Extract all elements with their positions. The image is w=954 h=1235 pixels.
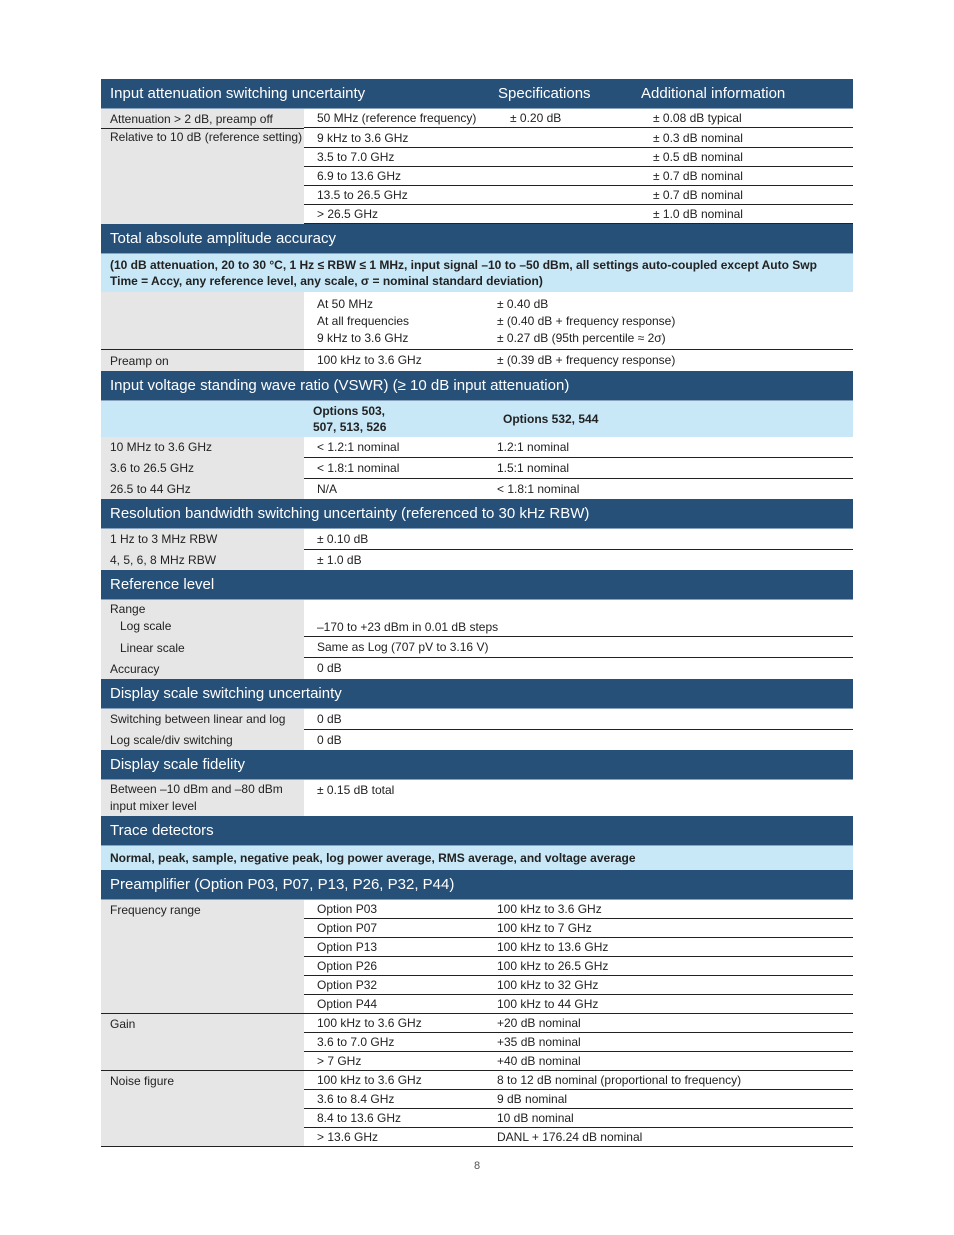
cell: 100 kHz to 7 GHz <box>497 921 592 935</box>
row-label: Attenuation > 2 dB, preamp off <box>101 109 304 129</box>
cell: 100 kHz to 26.5 GHz <box>497 959 609 973</box>
range-label: Range <box>110 602 146 616</box>
table-row <box>101 1013 853 1070</box>
cell: 0 dB <box>317 733 342 747</box>
row-label: Noise figure <box>101 1071 304 1146</box>
sub-row <box>304 1109 853 1128</box>
sub-row <box>304 1090 853 1109</box>
cell: 8 to 12 dB nominal (proportional to frequency) <box>497 1073 742 1087</box>
section-header-amplitude <box>101 224 853 254</box>
cell: Option P26 <box>317 959 378 973</box>
cell: –170 to +23 dBm in 0.01 dB steps <box>317 620 499 634</box>
sub-row <box>304 148 853 167</box>
cell <box>497 186 640 204</box>
row-label: 4, 5, 6, 8 MHz RBW <box>101 550 304 570</box>
row-values <box>304 1014 853 1070</box>
row-values <box>304 730 853 750</box>
section-title: Display scale switching uncertainty <box>110 685 342 702</box>
cell: At 50 MHz <box>317 297 374 311</box>
section-title: Trace detectors <box>110 822 214 839</box>
log-scale-label: Log scale <box>120 619 172 633</box>
section-header-rbw <box>101 499 853 529</box>
cell: 6.9 to 13.6 GHz <box>317 169 402 183</box>
section-header-attenuation <box>101 79 853 109</box>
sub-row <box>304 1071 853 1090</box>
linear-scale-label: Linear scale <box>101 637 304 658</box>
section-header-reference-level <box>101 570 853 600</box>
section-header-vswr <box>101 371 853 401</box>
column-header-specifications: Specifications <box>498 85 591 102</box>
sub-row <box>304 205 853 224</box>
cell: 100 kHz to 32 GHz <box>497 978 599 992</box>
cell: 100 kHz to 3.6 GHz <box>497 902 602 916</box>
sub-row <box>304 1128 853 1146</box>
row-label: Gain <box>101 1014 304 1070</box>
cell: 100 kHz to 3.6 GHz <box>317 1073 422 1087</box>
cell: 9 kHz to 3.6 GHz <box>317 131 409 145</box>
column-header-options-a: Options 503, 507, 513, 526 <box>313 404 387 434</box>
sub-row <box>304 437 853 458</box>
cell: +40 dB nominal <box>497 1054 581 1068</box>
cell: 3.5 to 7.0 GHz <box>317 150 395 164</box>
table-row <box>101 900 853 1013</box>
row-label: 10 MHz to 3.6 GHz <box>101 437 304 458</box>
cell: < 1.2:1 nominal <box>317 440 400 454</box>
detectors-note: Normal, peak, sample, negative peak, log power average, RMS average, and voltage average <box>101 846 853 870</box>
cell: 13.5 to 26.5 GHz <box>317 188 408 202</box>
cell: ± 0.08 dB typical <box>653 111 742 125</box>
cell: Option P32 <box>317 978 378 992</box>
cell: ± 1.0 dB nominal <box>653 207 743 221</box>
row-label: Switching between linear and log <box>101 709 304 730</box>
row-label: Between –10 dBm and –80 dBm input mixer level <box>101 780 304 816</box>
cell: ± 0.15 dB total <box>317 783 395 797</box>
cell: 3.6 to 7.0 GHz <box>317 1035 395 1049</box>
cell: > 26.5 GHz <box>317 207 379 221</box>
table-row <box>101 658 853 679</box>
sub-row <box>304 129 853 148</box>
cell: 1.5:1 nominal <box>497 461 570 475</box>
section-title: Total absolute amplitude accuracy <box>110 230 336 247</box>
section-title: Input voltage standing wave ratio (VSWR) (≥ 10 dB input attenuation) <box>110 377 570 394</box>
table-row <box>101 437 853 458</box>
spec-document <box>101 79 853 1147</box>
table-row <box>101 292 853 350</box>
cell: ± (0.40 dB + frequency response) <box>497 314 676 328</box>
row-values <box>304 1071 853 1146</box>
cell: ± 0.7 dB nominal <box>653 188 743 202</box>
row-label <box>101 600 304 637</box>
conditions-note: (10 dB attenuation, 20 to 30 °C, 1 Hz ≤ RBW ≤ 1 MHz, input signal –10 to –50 dBm, all settings auto-coupled except Auto Swp Time = Accy, any reference level, any scale, σ = nominal standard deviation) <box>101 254 853 292</box>
sub-row <box>304 529 853 550</box>
section-header-display-switching <box>101 679 853 709</box>
row-label: 3.6 to 26.5 GHz <box>101 458 304 479</box>
table-row <box>101 350 853 371</box>
column-header-options-b: Options 532, 544 <box>503 412 599 426</box>
section-title: Resolution bandwidth switching uncertainty (referenced to 30 kHz RBW) <box>110 505 590 522</box>
row-values <box>304 437 853 458</box>
row-label: Frequency range <box>101 900 304 1013</box>
table-row <box>101 1070 853 1147</box>
row-label: Preamp on <box>101 350 304 371</box>
cell: > 13.6 GHz <box>317 1130 379 1144</box>
row-values <box>304 479 853 499</box>
sub-row <box>304 550 853 570</box>
column-header-additional: Additional information <box>641 85 786 102</box>
cell: ± 0.3 dB nominal <box>653 131 743 145</box>
sub-row <box>304 479 853 499</box>
sub-row <box>304 938 853 957</box>
row-label: Relative to 10 dB (reference setting) <box>101 129 304 224</box>
cell: +35 dB nominal <box>497 1035 581 1049</box>
cell: Option P13 <box>317 940 378 954</box>
cell: ± 0.20 dB <box>510 111 562 125</box>
table-row <box>101 109 853 129</box>
row-label: 1 Hz to 3 MHz RBW <box>101 529 304 550</box>
section-header-preamplifier <box>101 870 853 900</box>
row-values <box>304 529 853 550</box>
cell: ± 0.40 dB <box>497 297 549 311</box>
cell: ± 0.7 dB nominal <box>653 169 743 183</box>
row-label: 26.5 to 44 GHz <box>101 479 304 499</box>
table-row <box>101 529 853 550</box>
row-values <box>304 900 853 1013</box>
table-row <box>101 709 853 730</box>
table-row <box>101 458 853 479</box>
section-header-display-fidelity <box>101 750 853 780</box>
cell: 100 kHz to 13.6 GHz <box>497 940 609 954</box>
cell: 0 dB <box>317 712 342 726</box>
column-header-row <box>101 401 853 437</box>
sub-row <box>304 957 853 976</box>
section-title: Preamplifier (Option P03, P07, P13, P26, P32, P44) <box>110 876 455 893</box>
section-title: Display scale fidelity <box>110 756 246 773</box>
table-row <box>101 550 853 570</box>
cell: ± (0.39 dB + frequency response) <box>497 353 676 367</box>
sub-row <box>304 458 853 479</box>
table-row <box>101 600 853 637</box>
table-row <box>101 479 853 499</box>
cell: 10 dB nominal <box>497 1111 574 1125</box>
sub-row <box>304 709 853 730</box>
table-row <box>101 730 853 750</box>
cell: 50 MHz (reference frequency) <box>317 111 477 125</box>
table-row <box>101 637 853 658</box>
row-values <box>304 709 853 730</box>
sub-row <box>304 1014 853 1033</box>
cell: > 7 GHz <box>317 1054 362 1068</box>
row-values <box>304 550 853 570</box>
cell: ± 1.0 dB <box>317 553 362 567</box>
cell: Option P44 <box>317 997 378 1011</box>
cell: 9 dB nominal <box>497 1092 568 1106</box>
sub-row <box>304 900 853 919</box>
cell: N/A <box>317 482 338 496</box>
cell: 100 kHz to 3.6 GHz <box>317 1016 422 1030</box>
cell: 0 dB <box>317 661 342 675</box>
row-label: Accuracy <box>101 658 304 679</box>
cell: Option P07 <box>317 921 378 935</box>
cell: Same as Log (707 pV to 3.16 V) <box>317 640 489 654</box>
cell: < 1.8:1 nominal <box>317 461 400 475</box>
sub-row <box>304 730 853 750</box>
cell: DANL + 176.24 dB nominal <box>497 1130 643 1144</box>
cell: 100 kHz to 3.6 GHz <box>317 353 422 367</box>
cell <box>497 148 640 166</box>
cell: 100 kHz to 44 GHz <box>497 997 599 1011</box>
sub-row <box>304 976 853 995</box>
cell <box>497 205 640 223</box>
section-title: Input attenuation switching uncertainty <box>110 85 366 102</box>
cell <box>497 129 640 147</box>
section-title: Reference level <box>110 576 215 593</box>
cell: ± 0.10 dB <box>317 532 369 546</box>
sub-row <box>304 919 853 938</box>
cell: 9 kHz to 3.6 GHz <box>317 331 409 345</box>
sub-row <box>304 1052 853 1070</box>
cell: 3.6 to 8.4 GHz <box>317 1092 395 1106</box>
page-number: 8 <box>473 1160 481 1172</box>
cell <box>497 167 640 185</box>
row-values <box>304 458 853 479</box>
sub-row <box>304 995 853 1013</box>
table-row <box>101 129 853 224</box>
row-label <box>101 292 304 349</box>
cell: Option P03 <box>317 902 378 916</box>
cell: +20 dB nominal <box>497 1016 581 1030</box>
cell: < 1.8:1 nominal <box>497 482 580 496</box>
cell: 8.4 to 13.6 GHz <box>317 1111 402 1125</box>
sub-row <box>304 167 853 186</box>
cell: ± 0.27 dB (95th percentile ≈ 2σ) <box>497 331 666 345</box>
cell: At all frequencies <box>317 314 410 328</box>
cell: ± 0.5 dB nominal <box>653 150 743 164</box>
sub-row <box>304 1033 853 1052</box>
row-label: Log scale/div switching <box>101 730 304 750</box>
section-header-trace-detectors <box>101 816 853 846</box>
table-row <box>101 780 853 816</box>
sub-row <box>304 186 853 205</box>
cell: 1.2:1 nominal <box>497 440 570 454</box>
